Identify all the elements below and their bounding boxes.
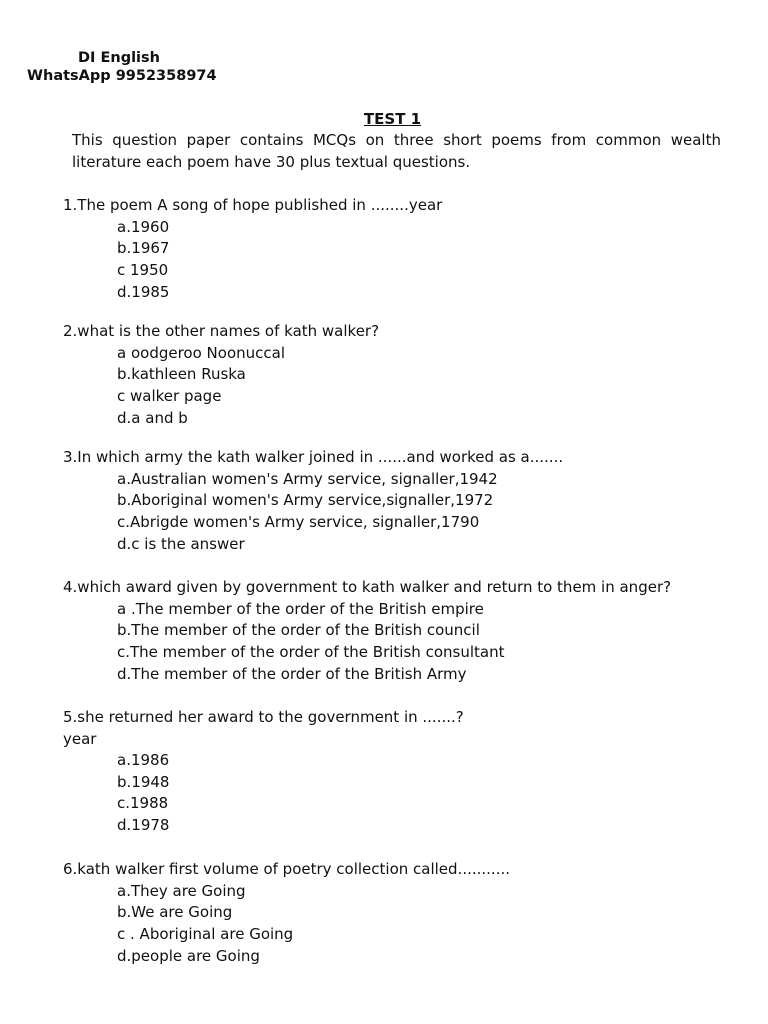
option-d: d.1985 xyxy=(117,282,170,301)
header-whatsapp-contact: WhatsApp 9952358974 xyxy=(27,68,217,84)
option-a: a oodgeroo Noonuccal xyxy=(117,343,285,362)
option-d: d.1978 xyxy=(117,816,170,835)
question-block xyxy=(63,859,743,967)
question-block xyxy=(63,195,743,303)
intro-paragraph: This question paper contains MCQs on three short poems from common wealth literature each poem have 30 plus textual questions. xyxy=(72,131,721,171)
option-d: d.a and b xyxy=(117,408,188,427)
option-c: c 1950 xyxy=(117,260,169,279)
option-b: b.Aboriginal women's Army service,signaller,1972 xyxy=(117,491,494,510)
question-text: 6.kath walker first volume of poetry collection called........... xyxy=(63,860,510,878)
option-c: c walker page xyxy=(117,386,222,405)
question-block xyxy=(63,321,743,429)
page-title: TEST 1 xyxy=(363,110,422,128)
option-a: a.1986 xyxy=(117,751,170,769)
option-a: a.1960 xyxy=(117,217,170,236)
option-d: d.c is the answer xyxy=(117,534,245,553)
option-c: c.Abrigde women's Army service, signaller,1790 xyxy=(117,512,480,531)
option-a: a .The member of the order of the British empire xyxy=(117,599,484,618)
question-block xyxy=(63,707,743,837)
question-text: 1.The poem A song of hope published in ........year xyxy=(63,196,443,214)
question-block xyxy=(63,577,743,685)
question-text: 3.In which army the kath walker joined in ......and worked as a....... xyxy=(63,448,564,466)
option-c: c . Aboriginal are Going xyxy=(117,924,294,943)
option-b: b.1967 xyxy=(117,239,170,258)
header-brand: DI English xyxy=(78,50,160,66)
option-a: a.They are Going xyxy=(117,881,246,900)
option-b: b.1948 xyxy=(117,772,170,791)
question-text: 2.what is the other names of kath walker? xyxy=(63,322,380,340)
question-text: 4.which award given by government to kath walker and return to them in anger? xyxy=(63,578,672,596)
option-c: c.1988 xyxy=(117,794,169,813)
question-text: 5.she returned her award to the government in .......? year xyxy=(63,708,464,748)
question-block xyxy=(63,447,743,555)
option-b: b.The member of the order of the British council xyxy=(117,621,480,640)
option-c: c.The member of the order of the British consultant xyxy=(117,642,505,661)
option-a: a.Australian women's Army service, signaller,1942 xyxy=(117,469,498,488)
option-d: d.people are Going xyxy=(117,946,260,965)
option-b: b.kathleen Ruska xyxy=(117,365,246,384)
option-b: b.We are Going xyxy=(117,903,233,922)
option-d: d.The member of the order of the British Army xyxy=(117,664,467,683)
